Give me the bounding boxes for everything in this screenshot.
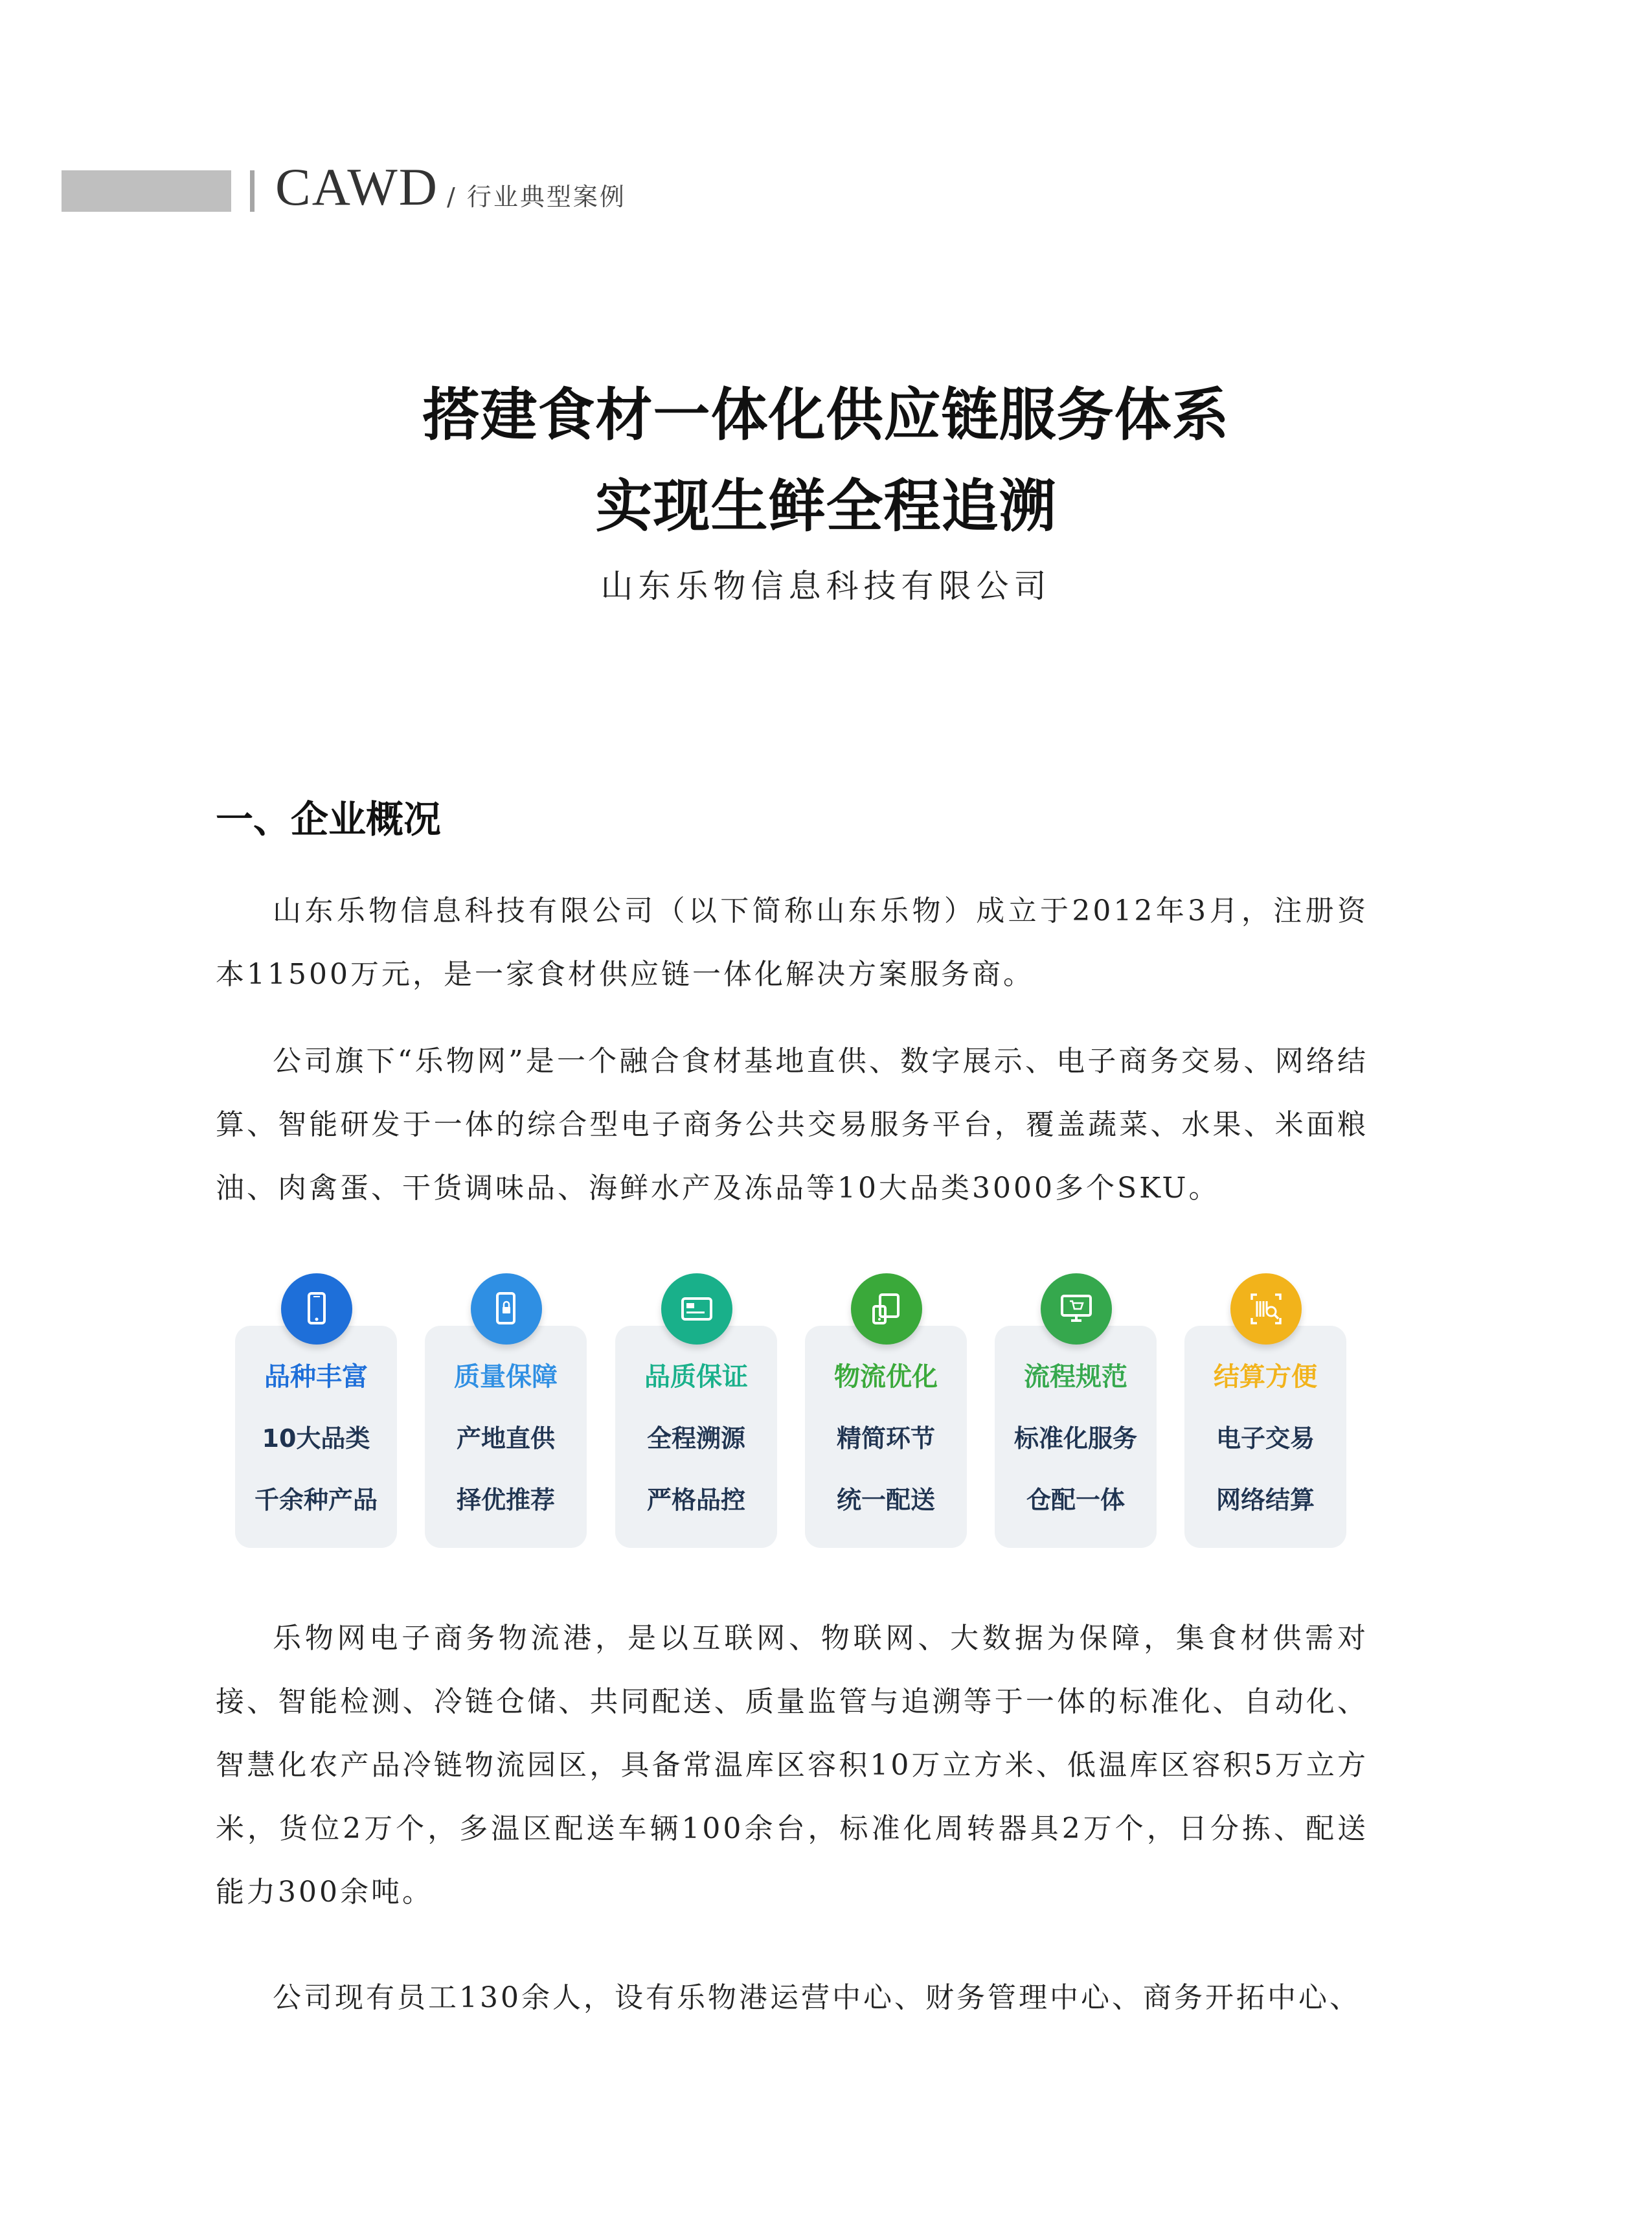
feature-line: 仓配一体 <box>1026 1486 1125 1514</box>
feature-card <box>1184 1273 1346 1548</box>
article-title-line1: 搭建食材一体化供应链服务体系 <box>422 381 1230 448</box>
feature-line: 千余种产品 <box>254 1486 378 1514</box>
monitor-cart-icon <box>1041 1273 1112 1345</box>
feature-line: 10大品类 <box>262 1424 370 1453</box>
feature-line: 全程溯源 <box>646 1424 745 1453</box>
feature-line: 标准化服务 <box>1013 1424 1137 1453</box>
feature-line: 择优推荐 <box>456 1486 555 1514</box>
feature-card <box>425 1273 587 1548</box>
feature-title: 品质保证 <box>644 1362 748 1392</box>
feature-line: 产地直供 <box>456 1424 555 1453</box>
header-subtitle: / 行业典型案例 <box>447 183 626 211</box>
feature-card <box>995 1273 1157 1548</box>
feature-title: 质量保障 <box>454 1362 558 1392</box>
article-title-line2: 实现生鲜全程追溯 <box>595 473 1057 539</box>
feature-title: 流程规范 <box>1024 1362 1127 1392</box>
feature-title: 物流优化 <box>834 1362 938 1392</box>
feature-card <box>235 1273 397 1548</box>
feature-line: 严格品控 <box>646 1486 745 1514</box>
feature-line: 网络结算 <box>1216 1486 1315 1514</box>
barcode-search-icon <box>1230 1273 1302 1345</box>
feature-title: 结算方便 <box>1214 1362 1317 1392</box>
feature-card <box>805 1273 967 1548</box>
header-gray-bar <box>62 170 231 212</box>
paragraph-1: 山东乐物信息科技有限公司（以下简称山东乐物）成立于2012年3月，注册资本11500万元，是一家食材供应链一体化解决方案服务商。 <box>216 894 1368 991</box>
header-divider <box>250 170 255 212</box>
smartphone-icon <box>281 1273 352 1345</box>
header-brand: CAWD <box>275 157 438 216</box>
feature-line: 电子交易 <box>1216 1424 1315 1453</box>
devices-icon <box>851 1273 922 1345</box>
section-heading: 一、企业概况 <box>216 797 442 841</box>
paragraph-4: 公司现有员工130余人，设有乐物港运营中心、财务管理中心、商务开拓中心、 <box>273 1981 1361 2014</box>
feature-line: 精简环节 <box>836 1424 935 1453</box>
paragraph-3: 乐物网电子商务物流港，是以互联网、物联网、大数据为保障，集食材供需对接、智能检测、冷链仓储、共同配送、质量监管与追溯等于一体的标准化、自动化、智慧化农产品冷链物流园区，具备常温库区容积10万立方米、低温库区容积5万立方米，货位2万个，多温区配送车辆100余台，标准化周转器具2万个，日分拣、配送能力300余吨。 <box>216 1622 1368 1909</box>
paragraph-2: 公司旗下“乐物网”是一个融合食材基地直供、数字展示、电子商务交易、网络结算、智能研发于一体的综合型电子商务公共交易服务平台，覆盖蔬菜、水果、米面粮油、肉禽蛋、干货调味品、海鲜水产及冻品等10大品类3000多个SKU。 <box>216 1045 1368 1205</box>
company-name: 山东乐物信息科技有限公司 <box>600 567 1052 605</box>
feature-line: 统一配送 <box>836 1486 935 1514</box>
feature-card <box>615 1273 777 1548</box>
card-icon <box>661 1273 732 1345</box>
phone-lock-icon <box>471 1273 542 1345</box>
feature-title: 品种丰富 <box>264 1362 368 1392</box>
